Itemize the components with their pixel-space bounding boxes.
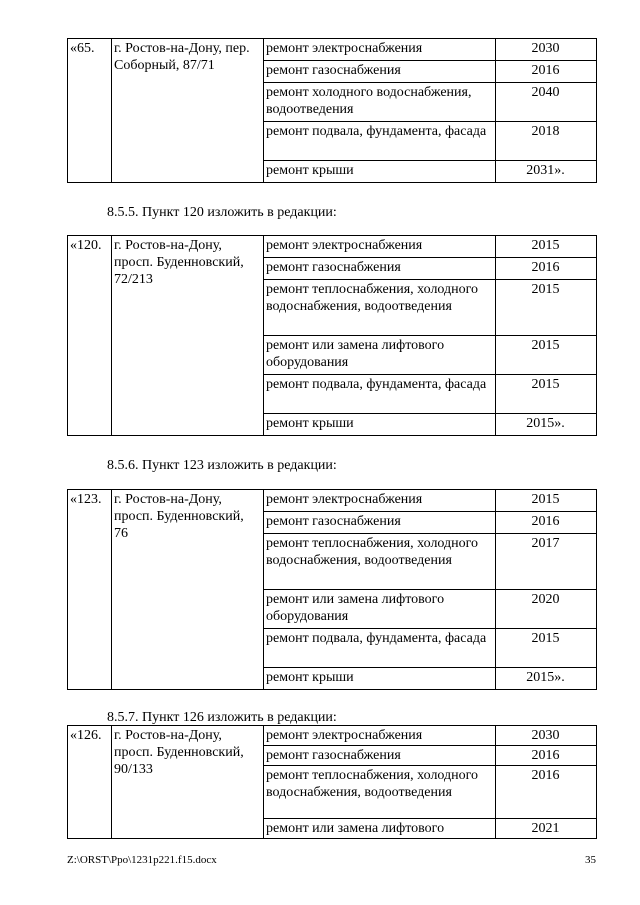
work-year: 2016	[496, 746, 597, 766]
work-year: 2015	[496, 236, 597, 258]
work-year: 2031».	[496, 161, 597, 183]
item-address: г. Ростов-на-Дону, просп. Буденновский, 76	[112, 490, 264, 690]
work-year: 2017	[496, 534, 597, 590]
table-item-65	[67, 38, 597, 183]
work-type: ремонт теплоснабжения, холодного водоснабжения, водоотведения	[264, 534, 496, 590]
item-number: «123.	[68, 490, 112, 690]
work-type: ремонт крыши	[264, 414, 496, 436]
work-year: 2015	[496, 280, 597, 336]
work-year: 2015	[496, 629, 597, 668]
table-item-126	[67, 725, 597, 839]
work-year: 2018	[496, 122, 597, 161]
work-type: ремонт теплоснабжения, холодного водоснабжения, водоотведения	[264, 766, 496, 819]
work-type: ремонт газоснабжения	[264, 746, 496, 766]
work-type: ремонт газоснабжения	[264, 512, 496, 534]
work-type: ремонт газоснабжения	[264, 61, 496, 83]
work-year: 2021	[496, 819, 597, 839]
work-year: 2016	[496, 766, 597, 819]
paragraph-8-5-5: 8.5.5. Пункт 120 изложить в редакции:	[107, 205, 337, 220]
work-year: 2015».	[496, 414, 597, 436]
work-type: ремонт электроснабжения	[264, 490, 496, 512]
work-type: ремонт подвала, фундамента, фасада	[264, 629, 496, 668]
paragraph-8-5-6: 8.5.6. Пункт 123 изложить в редакции:	[107, 458, 337, 473]
work-year: 2020	[496, 590, 597, 629]
work-type: ремонт или замена лифтового оборудования	[264, 336, 496, 375]
item-number: «120.	[68, 236, 112, 436]
item-number: «126.	[68, 726, 112, 839]
work-year: 2016	[496, 258, 597, 280]
work-type: ремонт электроснабжения	[264, 726, 496, 746]
work-year: 2030	[496, 726, 597, 746]
page-number: 35	[585, 854, 596, 866]
work-type: ремонт электроснабжения	[264, 39, 496, 61]
item-address: г. Ростов-на-Дону, просп. Буденновский, 90/133	[112, 726, 264, 839]
item-address: г. Ростов-на-Дону, просп. Буденновский, 72/213	[112, 236, 264, 436]
work-type: ремонт газоснабжения	[264, 258, 496, 280]
item-address: г. Ростов-на-Дону, пер. Соборный, 87/71	[112, 39, 264, 183]
item-number: «65.	[68, 39, 112, 183]
work-year: 2015	[496, 375, 597, 414]
work-year: 2030	[496, 39, 597, 61]
work-type: ремонт крыши	[264, 668, 496, 690]
table-item-120	[67, 235, 597, 436]
work-type: ремонт электроснабжения	[264, 236, 496, 258]
work-type: ремонт теплоснабжения, холодного водоснабжения, водоотведения	[264, 280, 496, 336]
work-type: ремонт подвала, фундамента, фасада	[264, 122, 496, 161]
footer-file-path: Z:\ORST\Ppo\1231p221.f15.docx	[67, 854, 217, 866]
work-type: ремонт подвала, фундамента, фасада	[264, 375, 496, 414]
table-item-123	[67, 489, 597, 690]
work-year: 2015	[496, 490, 597, 512]
work-type: ремонт или замена лифтового	[264, 819, 496, 839]
work-year: 2016	[496, 512, 597, 534]
work-type: ремонт крыши	[264, 161, 496, 183]
work-type: ремонт холодного водоснабжения, водоотведения	[264, 83, 496, 122]
work-year: 2015».	[496, 668, 597, 690]
work-year: 2016	[496, 61, 597, 83]
paragraph-8-5-7: 8.5.7. Пункт 126 изложить в редакции:	[107, 710, 337, 725]
work-year: 2015	[496, 336, 597, 375]
work-type: ремонт или замена лифтового оборудования	[264, 590, 496, 629]
work-year: 2040	[496, 83, 597, 122]
